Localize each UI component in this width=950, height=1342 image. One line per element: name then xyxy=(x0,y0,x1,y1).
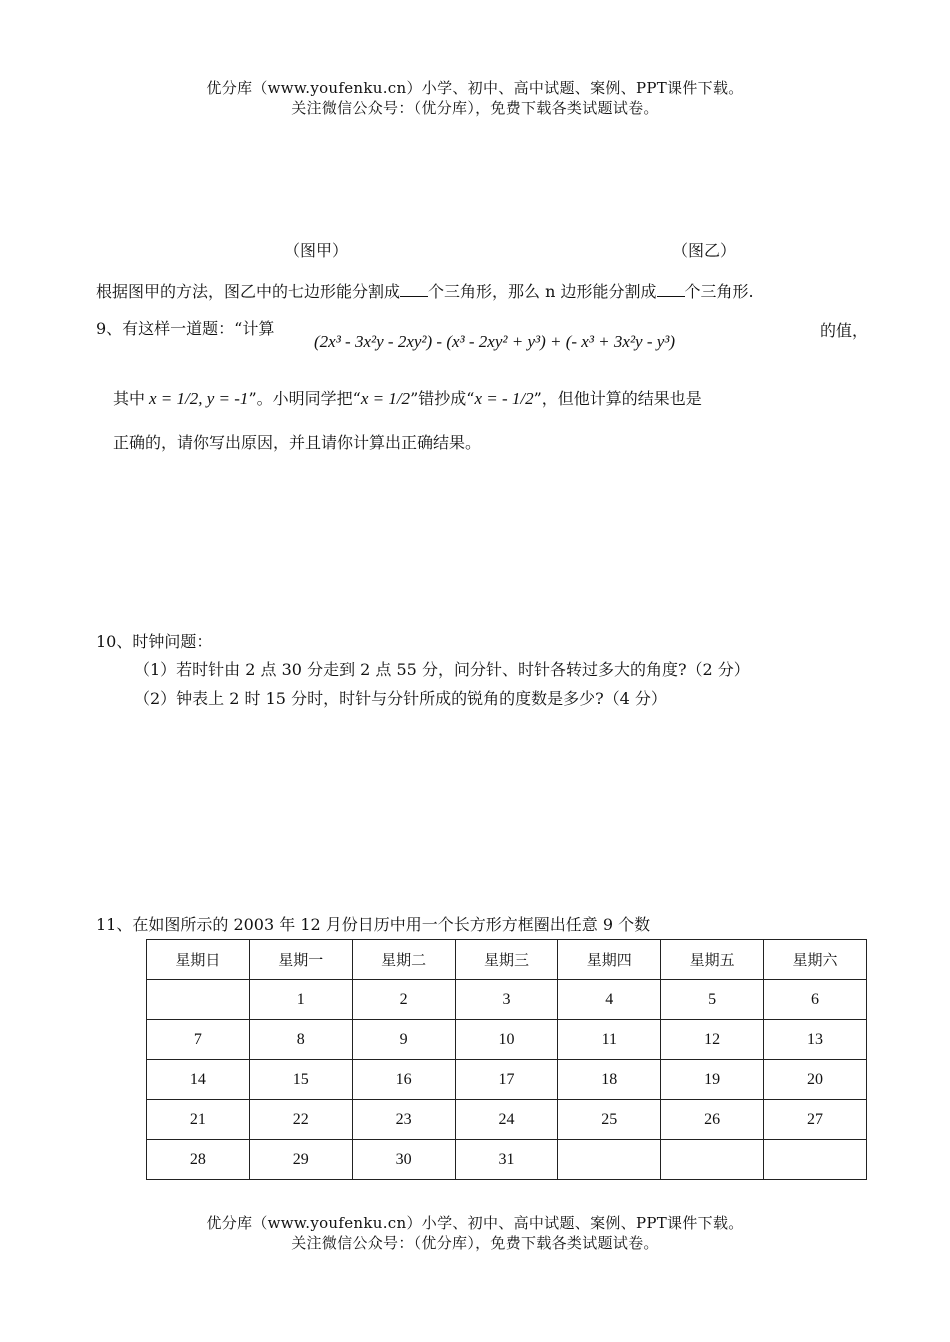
q9-tail: 的值， xyxy=(820,321,869,340)
calendar-cell: 7 xyxy=(147,1020,250,1060)
q8-text-1: 根据图甲的方法，图乙中的七边形能分割成 xyxy=(96,282,401,301)
calendar-cell: 16 xyxy=(352,1060,455,1100)
calendar-cell: 29 xyxy=(249,1140,352,1180)
calendar-cell: 24 xyxy=(455,1100,558,1140)
calendar-cell: 28 xyxy=(147,1140,250,1180)
calendar-header-row xyxy=(147,940,867,980)
calendar-cell: 25 xyxy=(558,1100,661,1140)
calendar-cell: 22 xyxy=(249,1100,352,1140)
calendar-header-cell: 星期三 xyxy=(455,940,558,980)
q9-correct-x: x = 1/2 xyxy=(360,389,411,408)
calendar-header-cell: 星期五 xyxy=(661,940,764,980)
calendar-cell: 18 xyxy=(558,1060,661,1100)
caption-figure-b: （图乙） xyxy=(672,241,737,260)
calendar-cell: 26 xyxy=(661,1100,764,1140)
polygon-figures xyxy=(0,120,950,230)
q9-line2-mid: ”。小明同学把“ xyxy=(248,389,361,408)
calendar-cell: 10 xyxy=(455,1020,558,1060)
header-line-2: 关注微信公众号：（优分库），免费下载各类试题试卷。 xyxy=(291,99,659,117)
calendar-cell xyxy=(558,1140,661,1180)
caption-figure-a: （图甲） xyxy=(284,241,349,260)
calendar-cell xyxy=(661,1140,764,1180)
header-line-1: 优分库（www.youfenku.cn）小学、初中、高中试题、案例、PPT课件下载。 xyxy=(206,79,744,97)
q11-title: 11、在如图所示的 2003 年 12 月份日历中用一个长方形方框圈出任意 9 个数 xyxy=(96,915,651,934)
q9-expression: (2x³ - 3x²y - 2xy²) - (x³ - 2xy² + y³) + (- x³ + 3x²y - y³) xyxy=(314,332,676,351)
calendar-row xyxy=(147,1020,867,1060)
calendar-cell: 3 xyxy=(455,980,558,1020)
calendar-header-cell: 星期二 xyxy=(352,940,455,980)
answer-blank-1[interactable] xyxy=(400,282,428,297)
question-8 xyxy=(96,281,754,303)
footer-line-2: 关注微信公众号：（优分库），免费下载各类试题试卷。 xyxy=(291,1234,659,1252)
q9-line2-mid2: ”错抄成“ xyxy=(410,389,475,408)
q10-part-2: （2）钟表上 2 时 15 分时，时针与分针所成的锐角的度数是多少?（4 分） xyxy=(134,689,667,708)
calendar-table xyxy=(146,939,867,1180)
calendar-row xyxy=(147,1140,867,1180)
q9-intro: 9、有这样一道题：“计算 xyxy=(96,319,275,338)
calendar-cell: 13 xyxy=(764,1020,867,1060)
calendar-cell: 12 xyxy=(661,1020,764,1060)
calendar-cell xyxy=(147,980,250,1020)
calendar-header-cell: 星期一 xyxy=(249,940,352,980)
q9-wrong-x: x = - 1/2 xyxy=(474,389,534,408)
calendar-cell: 14 xyxy=(147,1060,250,1100)
footer-line-1: 优分库（www.youfenku.cn）小学、初中、高中试题、案例、PPT课件下载。 xyxy=(206,1214,744,1232)
calendar-cell: 8 xyxy=(249,1020,352,1060)
answer-blank-2[interactable] xyxy=(657,282,685,297)
q9-given-values: x = 1/2, y = -1 xyxy=(149,389,249,408)
calendar-cell: 6 xyxy=(764,980,867,1020)
q10-part-1: （1）若时针由 2 点 30 分走到 2 点 55 分，问分针、时针各转过多大的角度?（2 分） xyxy=(134,660,750,679)
calendar-row xyxy=(147,1060,867,1100)
calendar-cell: 11 xyxy=(558,1020,661,1060)
calendar-cell: 31 xyxy=(455,1140,558,1180)
calendar-cell: 2 xyxy=(352,980,455,1020)
calendar-cell: 21 xyxy=(147,1100,250,1140)
calendar-cell: 20 xyxy=(764,1060,867,1100)
q10-title: 10、时钟问题： xyxy=(96,632,213,651)
calendar-header-cell: 星期六 xyxy=(764,940,867,980)
q9-line-2 xyxy=(113,374,702,424)
q9-line2-end: ”，但他计算的结果也是 xyxy=(533,389,702,408)
q8-text-3: 个三角形. xyxy=(684,282,754,301)
q9-line-3: 正确的，请你写出原因，并且请你计算出正确结果。 xyxy=(113,433,482,452)
calendar-cell: 9 xyxy=(352,1020,455,1060)
calendar-cell: 4 xyxy=(558,980,661,1020)
q9-line2-prefix: 其中 xyxy=(113,389,146,408)
calendar-row xyxy=(147,980,867,1020)
calendar-cell xyxy=(764,1140,867,1180)
calendar-cell: 17 xyxy=(455,1060,558,1100)
calendar-cell: 5 xyxy=(661,980,764,1020)
calendar-cell: 30 xyxy=(352,1140,455,1180)
q8-text-2: 个三角形，那么 n 边形能分割成 xyxy=(428,282,657,301)
calendar-cell: 1 xyxy=(249,980,352,1020)
calendar-cell: 19 xyxy=(661,1060,764,1100)
calendar-cell: 27 xyxy=(764,1100,867,1140)
calendar-cell: 23 xyxy=(352,1100,455,1140)
calendar-row xyxy=(147,1100,867,1140)
calendar-header-cell: 星期日 xyxy=(147,940,250,980)
calendar-header-cell: 星期四 xyxy=(558,940,661,980)
calendar-cell: 15 xyxy=(249,1060,352,1100)
